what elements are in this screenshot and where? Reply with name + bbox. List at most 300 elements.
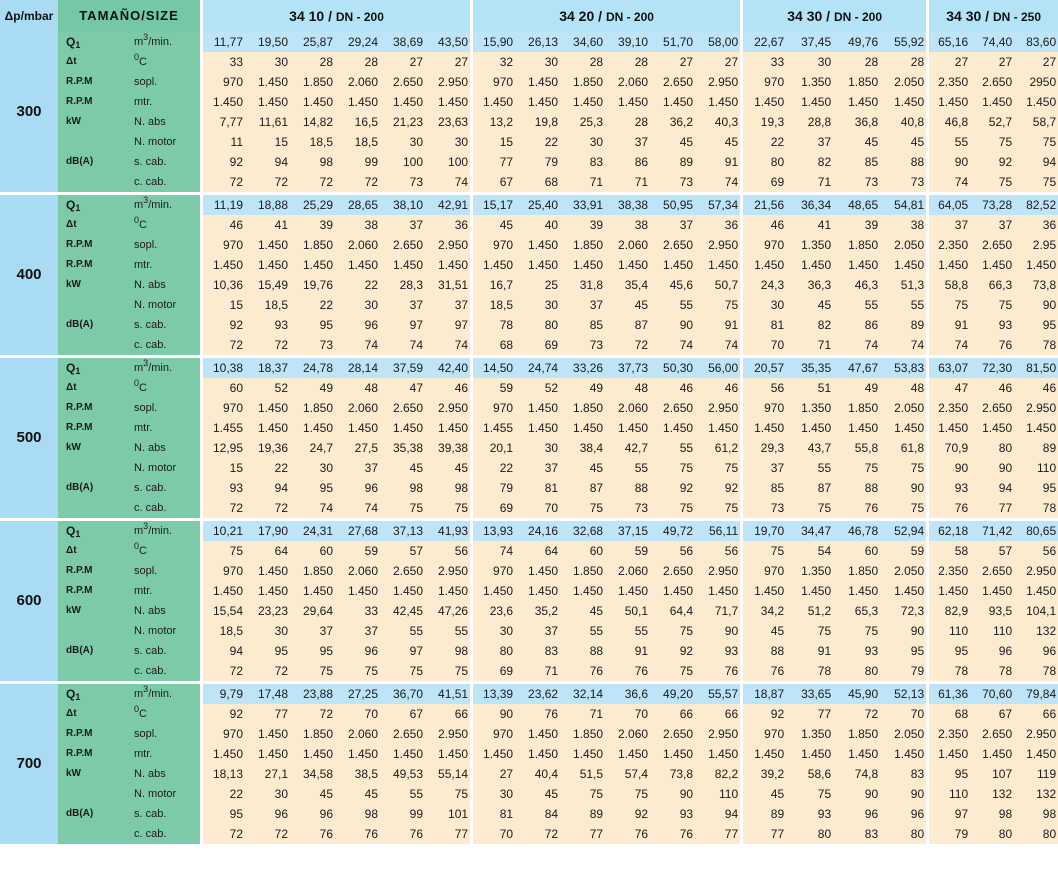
data-cell: 96 <box>290 804 335 824</box>
data-cell: 76 <box>833 498 880 521</box>
data-cell: 83 <box>833 824 880 847</box>
data-cell: 76 <box>560 661 605 684</box>
data-cell: 2.650 <box>650 724 695 744</box>
data-cell: 33 <box>335 601 380 621</box>
row-unit <box>128 275 200 295</box>
data-cell: 1.450 <box>245 398 290 418</box>
data-cell: 75 <box>650 621 695 641</box>
row-unit <box>128 438 200 458</box>
data-cell: 49,72 <box>650 521 695 541</box>
data-cell: 97 <box>425 315 470 335</box>
data-cell: 92 <box>970 152 1014 172</box>
unit-text: m <box>134 362 144 374</box>
data-cell: 28 <box>290 52 335 72</box>
data-cell: 54,81 <box>880 195 926 215</box>
data-cell: 72 <box>245 172 290 195</box>
data-cell: 75 <box>290 661 335 684</box>
data-cell: 75 <box>650 661 695 684</box>
data-cell: 28 <box>605 112 650 132</box>
data-cell: 79 <box>515 152 560 172</box>
data-cell: 95 <box>926 764 970 784</box>
data-cell: 98 <box>425 478 470 498</box>
row-label-text: dB(A) <box>66 156 94 167</box>
data-cell: 40,4 <box>515 764 560 784</box>
data-cell: 30 <box>425 132 470 152</box>
data-cell: 132 <box>970 784 1014 804</box>
data-cell: 57,4 <box>605 764 650 784</box>
data-cell: 1.450 <box>970 92 1014 112</box>
row-unit <box>128 315 200 335</box>
data-cell: 92 <box>650 641 695 661</box>
data-cell: 1.450 <box>425 255 470 275</box>
data-cell: 37 <box>926 215 970 235</box>
data-cell: 2.650 <box>970 235 1014 255</box>
data-cell: 36 <box>1014 215 1058 235</box>
data-cell: 1.450 <box>740 744 786 764</box>
data-cell: 1.450 <box>880 581 926 601</box>
data-cell: 2.950 <box>1014 398 1058 418</box>
data-cell: 1.450 <box>605 255 650 275</box>
unit-tail: /min. <box>148 688 173 700</box>
data-cell: 45 <box>786 295 833 315</box>
data-cell: 46 <box>740 215 786 235</box>
data-cell: 27 <box>970 52 1014 72</box>
data-cell: 1.850 <box>290 398 335 418</box>
data-cell: 45 <box>290 784 335 804</box>
dn-label: DN - 200 <box>605 9 654 24</box>
data-cell: 56 <box>740 378 786 398</box>
data-cell: 52,13 <box>880 684 926 704</box>
row-label <box>58 784 128 804</box>
data-cell: 1.450 <box>245 724 290 744</box>
row-label <box>58 521 128 541</box>
unit-text: N. abs <box>134 442 166 454</box>
data-cell: 24,74 <box>515 358 560 378</box>
data-cell: 47,26 <box>425 601 470 621</box>
model-name: 34 30 <box>787 7 823 24</box>
data-cell: 78 <box>786 661 833 684</box>
data-cell: 2.950 <box>1014 561 1058 581</box>
data-cell: 970 <box>470 235 515 255</box>
data-cell: 82 <box>786 315 833 335</box>
data-cell: 2.050 <box>880 724 926 744</box>
dp-value: 500 <box>0 358 58 521</box>
data-cell: 1.450 <box>335 255 380 275</box>
data-cell: 15 <box>200 458 245 478</box>
table-row <box>0 52 1058 72</box>
data-cell: 1.450 <box>200 581 245 601</box>
row-label <box>58 541 128 561</box>
row-label <box>58 52 128 72</box>
data-cell: 47,67 <box>833 358 880 378</box>
data-cell: 30 <box>740 295 786 315</box>
data-cell: 27 <box>470 764 515 784</box>
data-cell: 60 <box>290 541 335 561</box>
data-cell: 19,50 <box>245 32 290 52</box>
row-unit <box>128 255 200 275</box>
data-cell: 92 <box>605 804 650 824</box>
data-cell: 37 <box>970 215 1014 235</box>
data-cell: 72 <box>200 824 245 847</box>
data-cell: 11,61 <box>245 112 290 132</box>
data-cell: 74 <box>380 335 425 358</box>
data-cell: 1.450 <box>740 255 786 275</box>
data-cell: 93 <box>786 804 833 824</box>
data-cell: 96 <box>1014 641 1058 661</box>
data-cell: 78 <box>1014 335 1058 358</box>
data-cell: 42,45 <box>380 601 425 621</box>
data-cell: 1.450 <box>880 255 926 275</box>
data-cell: 72 <box>200 172 245 195</box>
data-cell: 59 <box>335 541 380 561</box>
data-cell: 80,65 <box>1014 521 1058 541</box>
unit-text: sopl. <box>134 728 158 740</box>
row-label-text: Δt <box>66 545 77 556</box>
table-row <box>0 335 1058 358</box>
data-cell: 1.450 <box>245 72 290 92</box>
data-cell: 75 <box>1014 172 1058 195</box>
data-cell: 30 <box>515 52 560 72</box>
data-cell: 96 <box>335 478 380 498</box>
data-cell: 88 <box>605 478 650 498</box>
data-cell: 79 <box>880 661 926 684</box>
data-cell: 95 <box>200 804 245 824</box>
data-cell: 132 <box>1014 621 1058 641</box>
data-cell: 38 <box>605 215 650 235</box>
unit-text: m <box>134 688 144 700</box>
data-cell: 80 <box>786 824 833 847</box>
table-row <box>0 92 1058 112</box>
table-row <box>0 478 1058 498</box>
data-cell: 74 <box>695 335 740 358</box>
data-cell: 1.450 <box>970 744 1014 764</box>
data-cell: 73 <box>380 172 425 195</box>
data-cell: 110 <box>695 784 740 804</box>
data-cell: 97 <box>380 315 425 335</box>
data-cell: 25,29 <box>290 195 335 215</box>
data-cell: 1.350 <box>786 398 833 418</box>
data-cell: 1.450 <box>1014 581 1058 601</box>
data-cell: 75 <box>380 498 425 521</box>
data-cell: 74 <box>650 335 695 358</box>
unit-text: mtr. <box>134 96 153 108</box>
data-cell: 1.450 <box>970 418 1014 438</box>
data-cell: 83,60 <box>1014 32 1058 52</box>
data-cell: 2.050 <box>880 72 926 92</box>
data-cell: 77 <box>695 824 740 847</box>
row-label <box>58 132 128 152</box>
data-cell: 2.950 <box>425 398 470 418</box>
data-cell: 75 <box>970 132 1014 152</box>
data-cell: 70 <box>335 704 380 724</box>
data-cell: 32,68 <box>560 521 605 541</box>
data-cell: 37 <box>650 215 695 235</box>
data-cell: 45 <box>650 132 695 152</box>
row-label-text: R.P.M <box>66 96 93 107</box>
data-cell: 70 <box>515 498 560 521</box>
row-label-text: kW <box>66 279 81 290</box>
data-cell: 32,14 <box>560 684 605 704</box>
data-cell: 70,60 <box>970 684 1014 704</box>
table-row <box>0 744 1058 764</box>
data-cell: 1.450 <box>880 92 926 112</box>
data-cell: 2.950 <box>695 561 740 581</box>
dp-value: 700 <box>0 684 58 847</box>
data-cell: 96 <box>833 804 880 824</box>
data-cell: 94 <box>245 478 290 498</box>
data-cell: 74 <box>335 498 380 521</box>
data-cell: 1.450 <box>833 744 880 764</box>
data-cell: 2.650 <box>380 72 425 92</box>
data-cell: 37,59 <box>380 358 425 378</box>
data-cell: 2.350 <box>926 235 970 255</box>
data-cell: 30 <box>560 132 605 152</box>
table-row <box>0 438 1058 458</box>
data-cell: 13,93 <box>470 521 515 541</box>
data-cell: 39 <box>833 215 880 235</box>
unit-superscript: 0 <box>134 52 140 62</box>
data-cell: 24,16 <box>515 521 560 541</box>
data-cell: 89 <box>880 315 926 335</box>
unit-superscript: 3 <box>143 358 149 368</box>
row-label <box>58 641 128 661</box>
data-cell: 55 <box>425 621 470 641</box>
data-cell: 95 <box>926 641 970 661</box>
data-cell: 99 <box>380 804 425 824</box>
data-cell: 74 <box>425 335 470 358</box>
data-cell: 90 <box>650 784 695 804</box>
data-cell: 1.450 <box>515 255 560 275</box>
data-cell: 75 <box>786 621 833 641</box>
data-cell: 1.450 <box>560 744 605 764</box>
data-cell: 1.450 <box>425 92 470 112</box>
data-cell: 25,3 <box>560 112 605 132</box>
row-unit <box>128 295 200 315</box>
data-cell: 56 <box>1014 541 1058 561</box>
row-label <box>58 744 128 764</box>
data-cell: 75 <box>425 661 470 684</box>
data-cell: 57 <box>380 541 425 561</box>
data-cell: 64,05 <box>926 195 970 215</box>
data-cell: 86 <box>605 152 650 172</box>
data-cell: 68 <box>470 335 515 358</box>
data-cell: 27 <box>926 52 970 72</box>
data-cell: 46,3 <box>833 275 880 295</box>
data-cell: 37,13 <box>380 521 425 541</box>
data-cell: 27 <box>695 52 740 72</box>
data-cell: 22 <box>515 132 560 152</box>
data-cell: 1.850 <box>560 724 605 744</box>
data-cell: 86 <box>833 315 880 335</box>
data-cell: 72,30 <box>970 358 1014 378</box>
data-cell: 75 <box>695 295 740 315</box>
row-label-text: Q <box>66 198 76 212</box>
data-cell: 23,63 <box>425 112 470 132</box>
row-label <box>58 764 128 784</box>
data-cell: 38,10 <box>380 195 425 215</box>
row-unit <box>128 784 200 804</box>
data-cell: 1.450 <box>200 92 245 112</box>
data-cell: 24,7 <box>290 438 335 458</box>
data-cell: 15,90 <box>470 32 515 52</box>
data-cell: 70 <box>880 704 926 724</box>
data-cell: 19,76 <box>290 275 335 295</box>
data-cell: 42,91 <box>425 195 470 215</box>
data-cell: 75 <box>650 458 695 478</box>
data-cell: 1.450 <box>650 418 695 438</box>
data-cell: 22 <box>335 275 380 295</box>
table-row <box>0 215 1058 235</box>
table-row <box>0 458 1058 478</box>
data-cell: 96 <box>335 315 380 335</box>
data-cell: 1.455 <box>470 418 515 438</box>
row-unit <box>128 335 200 358</box>
row-label <box>58 172 128 195</box>
unit-tail: C <box>139 545 147 557</box>
data-cell: 78 <box>1014 661 1058 684</box>
row-label <box>58 32 128 52</box>
data-cell: 92 <box>200 315 245 335</box>
data-cell: 78 <box>970 661 1014 684</box>
dn-label: DN - 200 <box>335 9 384 24</box>
data-cell: 49,20 <box>650 684 695 704</box>
data-cell: 72 <box>245 661 290 684</box>
data-cell: 99 <box>335 152 380 172</box>
data-cell: 98 <box>335 804 380 824</box>
data-cell: 2.650 <box>650 235 695 255</box>
data-cell: 970 <box>200 235 245 255</box>
data-cell: 100 <box>425 152 470 172</box>
row-label-subscript: 1 <box>75 692 81 702</box>
data-cell: 2.650 <box>380 398 425 418</box>
data-cell: 67 <box>380 704 425 724</box>
data-cell: 75 <box>880 458 926 478</box>
data-cell: 35,35 <box>786 358 833 378</box>
data-cell: 49 <box>833 378 880 398</box>
data-cell: 58,8 <box>926 275 970 295</box>
data-cell: 74 <box>926 335 970 358</box>
data-cell: 23,62 <box>515 684 560 704</box>
data-cell: 61,36 <box>926 684 970 704</box>
data-cell: 1.450 <box>786 255 833 275</box>
unit-text: N. motor <box>134 136 177 148</box>
data-cell: 37 <box>335 458 380 478</box>
data-cell: 2.950 <box>695 398 740 418</box>
data-cell: 45,90 <box>833 684 880 704</box>
data-cell: 31,51 <box>425 275 470 295</box>
data-cell: 29,64 <box>290 601 335 621</box>
data-cell: 39,2 <box>740 764 786 784</box>
data-cell: 73 <box>740 498 786 521</box>
data-cell: 37 <box>605 132 650 152</box>
row-label-text: kW <box>66 605 81 616</box>
data-cell: 58,6 <box>786 764 833 784</box>
unit-text: c. cab. <box>134 828 167 840</box>
data-cell: 72 <box>515 824 560 847</box>
data-cell: 2.950 <box>425 235 470 255</box>
data-cell: 24,31 <box>290 521 335 541</box>
data-cell: 1.350 <box>786 561 833 581</box>
data-cell: 39,38 <box>425 438 470 458</box>
data-cell: 18,5 <box>470 295 515 315</box>
data-cell: 66 <box>425 704 470 724</box>
data-cell: 19,36 <box>245 438 290 458</box>
data-cell: 29,24 <box>335 32 380 52</box>
data-cell: 93,5 <box>970 601 1014 621</box>
row-label <box>58 255 128 275</box>
data-cell: 71 <box>786 335 833 358</box>
unit-superscript: 0 <box>134 378 140 388</box>
data-cell: 54 <box>786 541 833 561</box>
unit-text: N. motor <box>134 299 177 311</box>
data-cell: 76 <box>926 498 970 521</box>
data-cell: 75 <box>425 498 470 521</box>
header-row <box>0 0 1058 32</box>
data-cell: 74 <box>926 172 970 195</box>
row-label-subscript: 1 <box>75 529 81 539</box>
data-cell: 28 <box>560 52 605 72</box>
data-cell: 70 <box>605 704 650 724</box>
row-unit <box>128 478 200 498</box>
data-cell: 23,23 <box>245 601 290 621</box>
data-cell: 36,6 <box>605 684 650 704</box>
data-cell: 43,7 <box>786 438 833 458</box>
data-cell: 27,1 <box>245 764 290 784</box>
data-cell: 94 <box>245 152 290 172</box>
data-cell: 89 <box>560 804 605 824</box>
data-cell: 970 <box>470 398 515 418</box>
data-cell: 75 <box>560 498 605 521</box>
unit-text: N. motor <box>134 788 177 800</box>
row-label-text: kW <box>66 442 81 453</box>
data-cell: 15,54 <box>200 601 245 621</box>
data-cell: 11 <box>200 132 245 152</box>
data-cell: 1.850 <box>833 235 880 255</box>
data-cell: 970 <box>740 235 786 255</box>
data-cell: 36 <box>695 215 740 235</box>
data-cell: 93 <box>695 641 740 661</box>
data-cell: 56,00 <box>695 358 740 378</box>
unit-superscript: 3 <box>143 684 149 694</box>
data-cell: 1.450 <box>335 581 380 601</box>
data-cell: 38 <box>335 215 380 235</box>
data-cell: 45,6 <box>650 275 695 295</box>
unit-text: N. abs <box>134 116 166 128</box>
table-row <box>0 398 1058 418</box>
data-cell: 72 <box>200 498 245 521</box>
data-cell: 60 <box>560 541 605 561</box>
data-cell: 1.450 <box>926 581 970 601</box>
table-row <box>0 152 1058 172</box>
data-cell: 98 <box>380 478 425 498</box>
data-cell: 37 <box>290 621 335 641</box>
data-cell: 51,70 <box>650 32 695 52</box>
data-cell: 72 <box>245 824 290 847</box>
data-cell: 75 <box>695 458 740 478</box>
data-cell: 71 <box>560 172 605 195</box>
data-cell: 75 <box>740 541 786 561</box>
data-cell: 55 <box>650 438 695 458</box>
row-label-text: R.P.M <box>66 728 93 739</box>
data-cell: 1.450 <box>515 418 560 438</box>
table-row <box>0 72 1058 92</box>
data-cell: 56 <box>695 541 740 561</box>
data-cell: 25,87 <box>290 32 335 52</box>
data-cell: 14,50 <box>470 358 515 378</box>
data-cell: 45 <box>425 458 470 478</box>
data-cell: 970 <box>200 72 245 92</box>
row-label <box>58 601 128 621</box>
